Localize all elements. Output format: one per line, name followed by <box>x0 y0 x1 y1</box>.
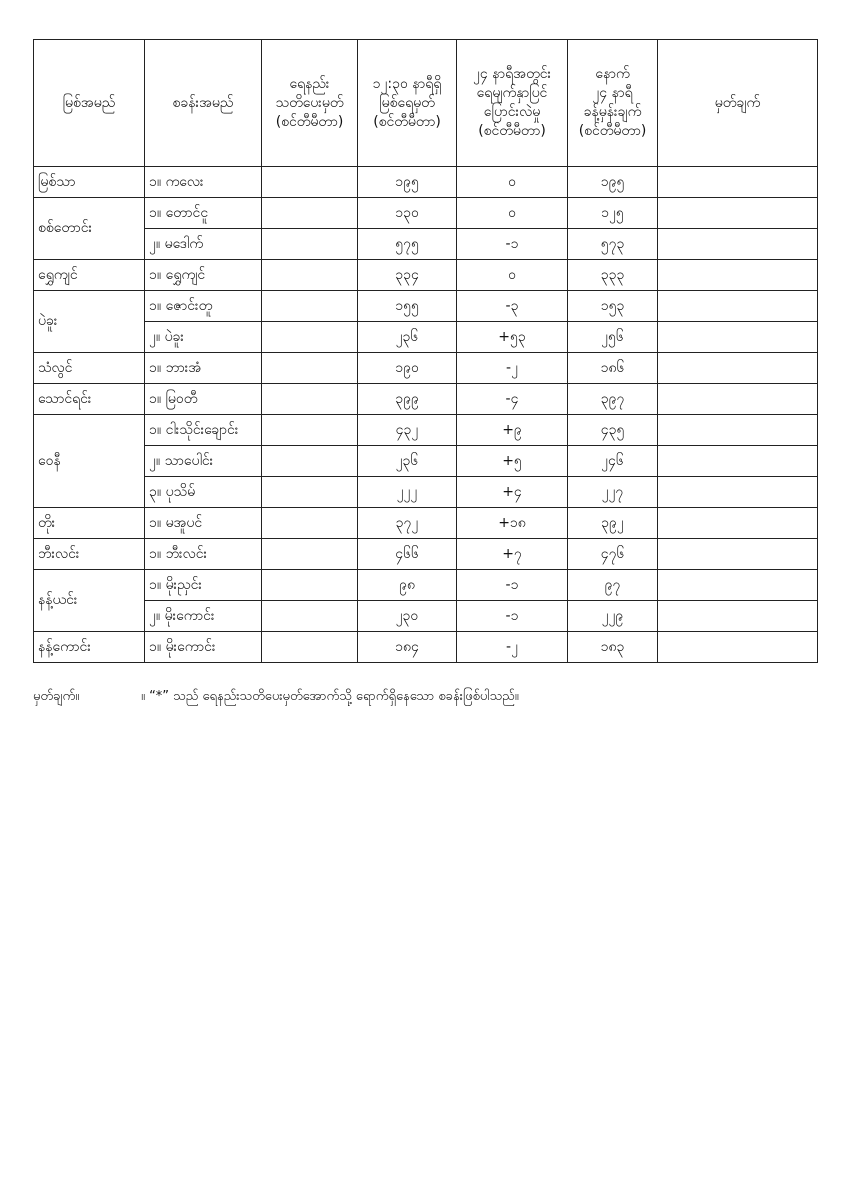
table-row <box>34 353 818 384</box>
forecast-cell: ၂၅၆ <box>568 322 658 353</box>
header-low-warning-level: ရေနည်း သတိပေးမှတ် (စင်တီမီတာ) <box>262 40 358 167</box>
water-level-cell: ၁၃၀ <box>358 198 457 229</box>
water-level-cell: ၁၉၀ <box>358 353 457 384</box>
forecast-cell: ၃၃၃ <box>568 260 658 291</box>
station-name-cell: ၁။ မိုးကောင်း <box>145 632 262 663</box>
station-name-cell: ၁။ ငါးသိုင်းချောင်း <box>145 415 262 446</box>
water-level-cell: ၁၅၅ <box>358 291 457 322</box>
water-level-cell: ၃၉၉ <box>358 384 457 415</box>
forecast-cell: ၂၂၉ <box>568 601 658 632</box>
forecast-cell: ၄၇၆ <box>568 539 658 570</box>
river-name-cell: နန့်ယင်း <box>34 570 145 632</box>
low-warning-level-cell <box>262 446 358 477</box>
low-warning-level-cell <box>262 353 358 384</box>
low-warning-level-cell <box>262 539 358 570</box>
change-24h-cell: +၅၃ <box>457 322 568 353</box>
change-24h-cell: ၀ <box>457 198 568 229</box>
remark-cell <box>658 198 818 229</box>
low-warning-level-cell <box>262 198 358 229</box>
low-warning-level-cell <box>262 601 358 632</box>
water-level-cell: ၁၉၅ <box>358 167 457 198</box>
table-row <box>34 322 818 353</box>
low-warning-level-cell <box>262 632 358 663</box>
change-24h-cell: +၅ <box>457 446 568 477</box>
low-warning-level-cell <box>262 260 358 291</box>
table-row <box>34 291 818 322</box>
water-level-cell: ၅၇၅ <box>358 229 457 260</box>
change-24h-cell: +၇ <box>457 539 568 570</box>
header-24h-change: ၂၄ နာရီအတွင်း ရေမျက်နှာပြင် ပြောင်းလဲမှု (စင်တီမီတာ) <box>457 40 568 167</box>
low-warning-level-cell <box>262 570 358 601</box>
change-24h-cell: -၁ <box>457 601 568 632</box>
change-24h-cell: ၀ <box>457 260 568 291</box>
station-name-cell: ၁။ ရွှေကျင် <box>145 260 262 291</box>
forecast-cell: ၁၅၃ <box>568 291 658 322</box>
forecast-cell: ၂၂၇ <box>568 477 658 508</box>
station-name-cell: ၁။ မြဝတီ <box>145 384 262 415</box>
table-row <box>34 198 818 229</box>
station-name-cell: ၁။ ဘီးလင်း <box>145 539 262 570</box>
river-name-cell: သံလွင် <box>34 353 145 384</box>
station-name-cell: ၃။ ပုသိမ် <box>145 477 262 508</box>
station-name-cell: ၂။ မဒေါက် <box>145 229 262 260</box>
station-name-cell: ၁။ ဘားအံ <box>145 353 262 384</box>
remark-cell <box>658 415 818 446</box>
change-24h-cell: -၄ <box>457 384 568 415</box>
station-name-cell: ၁။ တောင်ငူ <box>145 198 262 229</box>
low-warning-level-cell <box>262 508 358 539</box>
remark-cell <box>658 322 818 353</box>
low-warning-level-cell <box>262 415 358 446</box>
change-24h-cell: -၁ <box>457 229 568 260</box>
forecast-cell: ၁၉၅ <box>568 167 658 198</box>
water-level-cell: ၂၂၂ <box>358 477 457 508</box>
station-name-cell: ၁။ မအူပင် <box>145 508 262 539</box>
water-level-cell: ၃၃၄ <box>358 260 457 291</box>
footnote-label: မှတ်ချက်။ <box>33 689 80 704</box>
remark-cell <box>658 229 818 260</box>
remark-cell <box>658 508 818 539</box>
header-river-name: မြစ်အမည် <box>34 40 145 167</box>
station-name-cell: ၁။ ဇောင်းတူ <box>145 291 262 322</box>
table-row <box>34 415 818 446</box>
forecast-cell: ၁၈၆ <box>568 353 658 384</box>
forecast-cell: ၂၄၆ <box>568 446 658 477</box>
station-name-cell: ၁။ မိုးညှင်း <box>145 570 262 601</box>
river-name-cell: စစ်တောင်း <box>34 198 145 260</box>
change-24h-cell: -၃ <box>457 291 568 322</box>
change-24h-cell: +၄ <box>457 477 568 508</box>
table-row <box>34 229 818 260</box>
remark-cell <box>658 384 818 415</box>
forecast-cell: ၉၇ <box>568 570 658 601</box>
table-row <box>34 167 818 198</box>
remark-cell <box>658 570 818 601</box>
water-level-cell: ၄၆၆ <box>358 539 457 570</box>
river-name-cell: သောင်ရင်း <box>34 384 145 415</box>
change-24h-cell: ၀ <box>457 167 568 198</box>
remark-cell <box>658 353 818 384</box>
change-24h-cell: -၂ <box>457 632 568 663</box>
river-name-cell: ရွှေကျင် <box>34 260 145 291</box>
change-24h-cell: -၁ <box>457 570 568 601</box>
river-name-cell: ပဲခူး <box>34 291 145 353</box>
table-row <box>34 508 818 539</box>
remark-cell <box>658 260 818 291</box>
forecast-cell: ၄၃၅ <box>568 415 658 446</box>
table-row <box>34 539 818 570</box>
remark-cell <box>658 446 818 477</box>
table-row <box>34 570 818 601</box>
table-row <box>34 601 818 632</box>
table-row <box>34 632 818 663</box>
water-level-cell: ၂၃၀ <box>358 601 457 632</box>
station-name-cell: ၁။ ကလေး <box>145 167 262 198</box>
water-level-cell: ၄၃၂ <box>358 415 457 446</box>
forecast-cell: ၃၉၂ <box>568 508 658 539</box>
low-warning-level-cell <box>262 291 358 322</box>
water-level-cell: ၂၃၆ <box>358 446 457 477</box>
table-row <box>34 260 818 291</box>
remark-cell <box>658 632 818 663</box>
low-warning-level-cell <box>262 229 358 260</box>
forecast-cell: ၅၇၃ <box>568 229 658 260</box>
station-name-cell: ၂။ မိုးကောင်း <box>145 601 262 632</box>
river-name-cell: နန့်ကောင်း <box>34 632 145 663</box>
water-level-cell: ၁၈၄ <box>358 632 457 663</box>
station-name-cell: ၂။ သာပေါင်း <box>145 446 262 477</box>
table-row <box>34 446 818 477</box>
remark-cell <box>658 291 818 322</box>
header-next-24h-forecast: နောက် ၂၄ နာရီ ခန့်မှန်းချက် (စင်တီမီတာ) <box>568 40 658 167</box>
footnote-text: ။ “*” သည် ရေနည်းသတိပေးမှတ်အောက်သို့ ရောက်ရှိနေသော စခန်းဖြစ်ပါသည်။ <box>141 689 519 704</box>
remark-cell <box>658 601 818 632</box>
table-row <box>34 384 818 415</box>
change-24h-cell: +၉ <box>457 415 568 446</box>
change-24h-cell: +၁၈ <box>457 508 568 539</box>
header-remarks: မှတ်ချက် <box>658 40 818 167</box>
remark-cell <box>658 477 818 508</box>
low-warning-level-cell <box>262 477 358 508</box>
footnote <box>33 688 519 707</box>
header-station-name: စခန်းအမည် <box>145 40 262 167</box>
change-24h-cell: -၂ <box>457 353 568 384</box>
river-name-cell: တိုး <box>34 508 145 539</box>
low-warning-level-cell <box>262 384 358 415</box>
river-name-cell: ဝေနီ <box>34 415 145 508</box>
river-name-cell: ဘီးလင်း <box>34 539 145 570</box>
forecast-cell: ၁၈၃ <box>568 632 658 663</box>
table-body <box>34 167 818 663</box>
header-current-water-level: ၁၂:၃၀ နာရီရှိ မြစ်ရေမှတ် (စင်တီမီတာ) <box>358 40 457 167</box>
remark-cell <box>658 539 818 570</box>
station-name-cell: ၂။ ပဲခူး <box>145 322 262 353</box>
table-row <box>34 477 818 508</box>
river-name-cell: မြစ်သာ <box>34 167 145 198</box>
water-level-cell: ၂၃၆ <box>358 322 457 353</box>
low-warning-level-cell <box>262 322 358 353</box>
low-warning-level-cell <box>262 167 358 198</box>
forecast-cell: ၁၂၅ <box>568 198 658 229</box>
forecast-cell: ၃၉၇ <box>568 384 658 415</box>
river-water-level-table <box>33 39 818 663</box>
header-row <box>34 40 818 167</box>
remark-cell <box>658 167 818 198</box>
water-level-cell: ၉၈ <box>358 570 457 601</box>
water-level-cell: ၃၇၂ <box>358 508 457 539</box>
